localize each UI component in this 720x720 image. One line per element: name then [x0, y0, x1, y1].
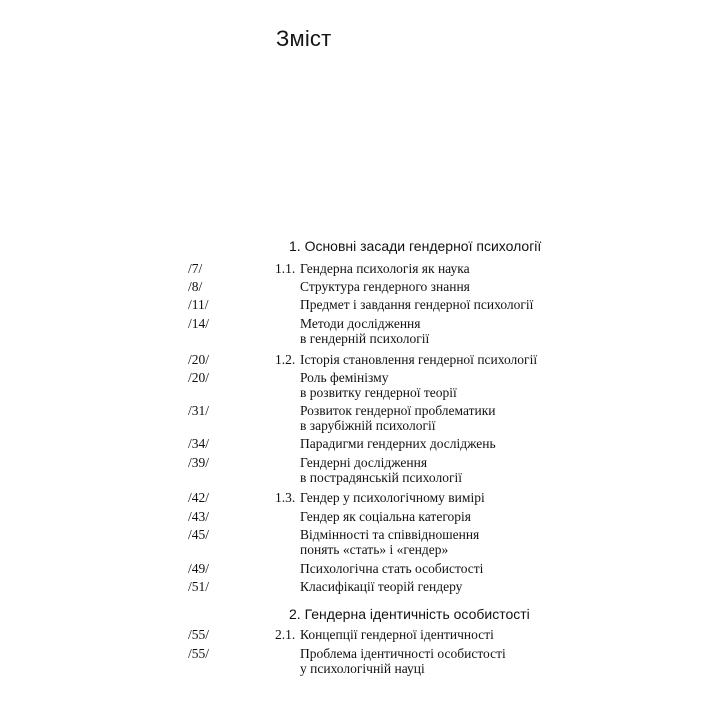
toc-page-number: /55/	[188, 627, 210, 642]
toc-entry-title: Класифікації теорій гендеру	[300, 579, 463, 594]
toc-entry-title: Предмет і завдання гендерної психології	[300, 297, 534, 312]
toc-entry-title: Методи дослідження	[300, 316, 421, 331]
toc-entry-title-cont: в пострадянській психології	[300, 470, 462, 485]
toc-entry-title: Історія становлення гендерної психології	[300, 352, 538, 367]
toc-entry-title-cont: в зарубіжній психології	[300, 418, 436, 433]
chapter-heading: 2. Гендерна ідентичність особистості	[289, 606, 530, 622]
toc-entry-title: Парадигми гендерних досліджень	[300, 436, 496, 451]
toc-section-number: 1.1.	[275, 261, 296, 276]
toc-page-number: /14/	[188, 316, 210, 331]
toc-entry-title: Розвиток гендерної проблематики	[300, 403, 496, 418]
toc-page-number: /20/	[188, 370, 210, 385]
toc-entry-title: Роль фемінізму	[300, 370, 389, 385]
toc-entry-title: Гендерні дослідження	[300, 455, 428, 470]
toc-page-number: /49/	[188, 561, 210, 576]
toc-page-number: /51/	[188, 579, 210, 594]
toc-entry-title: Проблема ідентичності особистості	[300, 646, 506, 661]
page-title: Зміст	[276, 26, 332, 51]
toc-entry-title-cont: понять «стать» і «гендер»	[300, 542, 449, 557]
toc-section-number: 2.1.	[275, 627, 296, 642]
toc-page-number: /45/	[188, 527, 210, 542]
toc-entry-title: Гендер як соціальна категорія	[300, 509, 471, 524]
toc-page-number: /8/	[188, 279, 203, 294]
toc-page-number: /31/	[188, 403, 210, 418]
toc-entry-title-cont: у психологічній науці	[300, 661, 425, 676]
toc-page-number: /39/	[188, 455, 210, 470]
toc-entry-title-cont: в гендерній психології	[300, 331, 430, 346]
toc-page-number: /20/	[188, 352, 210, 367]
toc-page-number: /11/	[188, 297, 209, 312]
toc-entry-title: Структура гендерного знання	[300, 279, 470, 294]
toc-page-number: /34/	[188, 436, 210, 451]
toc-entry-title: Відмінності та співвідношення	[300, 527, 480, 542]
toc-entry-title-cont: в розвитку гендерної теорії	[300, 385, 457, 400]
toc-entry-title: Психологічна стать особистості	[300, 561, 484, 576]
toc-page-number: /7/	[188, 261, 203, 276]
chapter-heading: 1. Основні засади гендерної психології	[289, 238, 542, 254]
toc-page-number: /55/	[188, 646, 210, 661]
toc-section-number: 1.3.	[275, 490, 296, 505]
toc-entry-title: Гендерна психологія як наука	[300, 261, 470, 276]
toc-entry-title: Концепції гендерної ідентичності	[300, 627, 494, 642]
toc-page-number: /43/	[188, 509, 210, 524]
toc-section-number: 1.2.	[275, 352, 296, 367]
toc-page-number: /42/	[188, 490, 210, 505]
toc-entry-title: Гендер у психологічному вимірі	[300, 490, 485, 505]
